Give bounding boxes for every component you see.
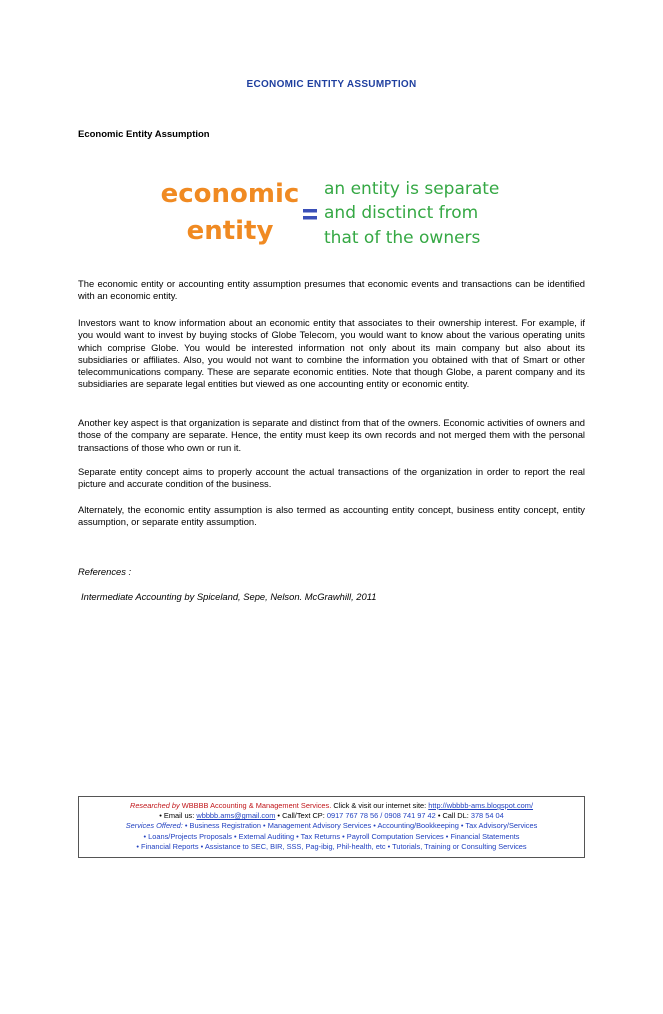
- company-name: WBBBB Accounting & Management Services.: [181, 801, 332, 810]
- graphic-definition-line-3: that of the owners: [324, 228, 481, 248]
- services-list-1: • Business Registration • Management Advisory Services • Accounting/Bookkeeping • Tax Advisory/Services: [184, 821, 538, 831]
- footer-line-2: [79, 811, 584, 821]
- phone-numbers: 0917 767 78 56 / 0908 741 97 42: [326, 811, 436, 821]
- footer-line-3: [79, 821, 584, 831]
- paragraph-3: Another key aspect is that organization is separate and distinct from that of the owners. Economic activities of owners and those of the company are separate. Hence, the entity must keep its own records and not merged them with the personal transactions of those who own or run it.: [78, 417, 585, 453]
- reference-item: Intermediate Accounting by Spiceland, Sepe, Nelson. McGrawhill, 2011: [81, 591, 377, 602]
- services-list-2: • Loans/Projects Proposals • External Auditing • Tax Returns • Payroll Computation Services • Financial Statements: [143, 831, 520, 841]
- services-list-3: • Financial Reports • Assistance to SEC, BIR, SSS, Pag-ibig, Phil-health, etc • Tutorials, Training or Consulting Services: [136, 841, 527, 851]
- equals-sign-top: [303, 209, 317, 213]
- footer-box: [78, 796, 585, 858]
- click-visit-text: Click & visit our internet site:: [333, 801, 427, 810]
- researched-by-label: Researched by: [129, 801, 180, 810]
- paragraph-1: The economic entity or accounting entity assumption presumes that economic events and transactions can be identified with an economic entity.: [78, 278, 585, 302]
- graphic-definition-line-1: an entity is separate: [324, 179, 500, 199]
- economic-entity-graphic: [160, 172, 520, 252]
- footer-line-1: [79, 801, 584, 811]
- paragraph-2: Investors want to know information about an economic entity that associates to their ownership interest. For example, if you would want to invest by buying stocks of Globe Telecom, you would want to know about the various operating units which comprise Globe. You would be interested information not only about its main company but also about its subsidiaries or affiliates. Also, you would not want to combine the information you obtained with that of Smart or other telecommunications company. These are separate economic entities. Note that though Globe, a parent company and its subsidiaries are separate legal entities but viewed as one accounting entity or economic entity.: [78, 317, 585, 390]
- graphic-word-entity: entity: [186, 216, 274, 246]
- website-link[interactable]: http://wbbbb-ams.blogspot.com/: [428, 801, 534, 810]
- email-link[interactable]: wbbbb.ams@gmail.com: [196, 811, 276, 821]
- dl-number: 378 54 04: [470, 811, 504, 821]
- equals-sign-bottom: [303, 216, 317, 220]
- email-label: • Email us:: [159, 811, 195, 821]
- graphic-definition-line-2: and disctinct from: [324, 203, 479, 223]
- services-offered-label: Services Offered:: [125, 821, 183, 831]
- section-heading: Economic Entity Assumption: [78, 129, 210, 140]
- paragraph-5: Alternately, the economic entity assumption is also termed as accounting entity concept, business entity concept, entity assumption, or separate entity assumption.: [78, 504, 585, 528]
- page-title: ECONOMIC ENTITY ASSUMPTION: [246, 79, 417, 90]
- paragraph-4: Separate entity concept aims to properly account the actual transactions of the organization in order to report the real picture and accurate condition of the business.: [78, 466, 585, 490]
- references-label: References :: [78, 566, 132, 577]
- graphic-word-economic: economic: [160, 179, 300, 209]
- call-text-label: • Call/Text CP:: [277, 811, 325, 821]
- call-dl-label: • Call DL:: [437, 811, 469, 821]
